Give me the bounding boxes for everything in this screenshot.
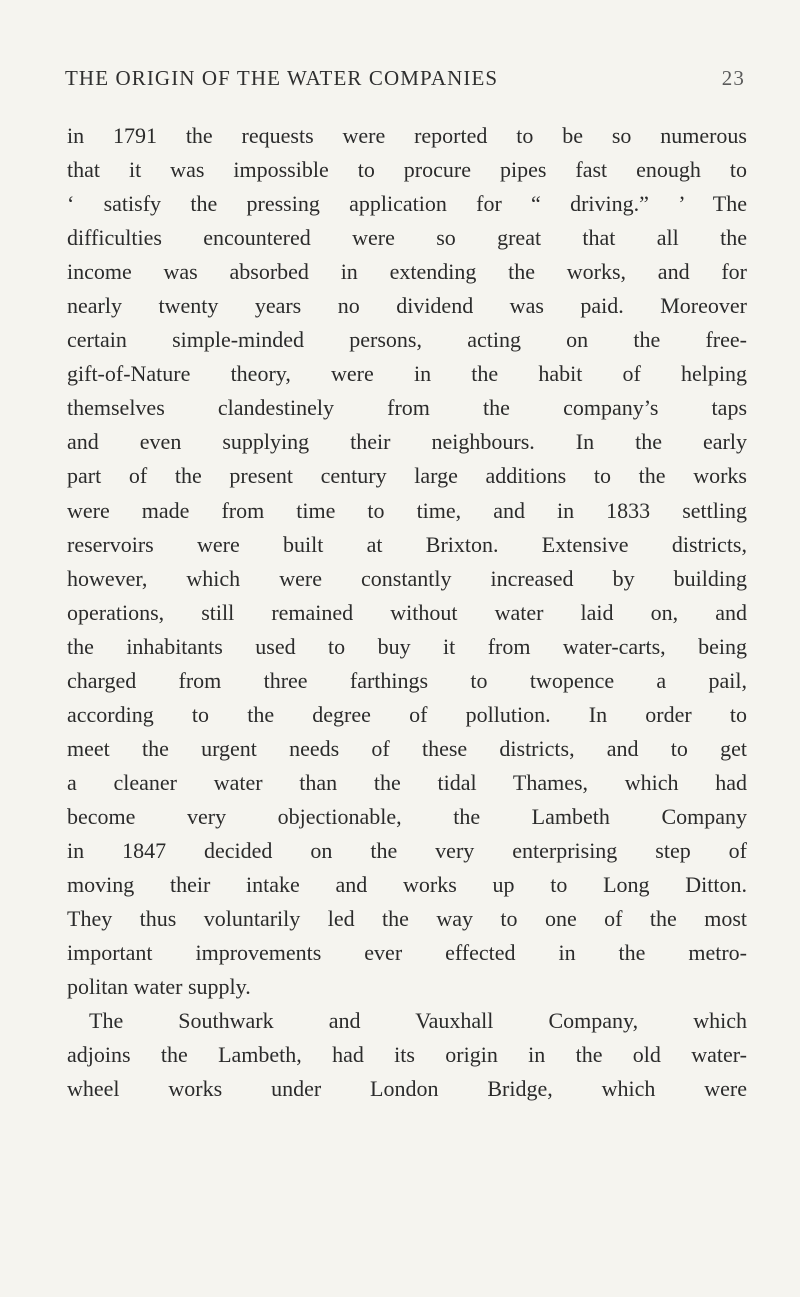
body-text	[67, 119, 747, 1106]
text-line: and even supplying their neighbours. In the early	[67, 429, 747, 455]
page-number: 23	[721, 66, 745, 90]
text-line: income was absorbed in extending the works, and for	[67, 259, 747, 285]
text-line: certain simple-minded persons, acting on the free-	[67, 327, 747, 353]
text-line: wheel works under London Bridge, which were	[67, 1076, 747, 1102]
text-line: the inhabitants used to buy it from water-carts, being	[67, 633, 747, 659]
paragraph-end-line: politan water supply.	[67, 974, 251, 1000]
text-line: adjoins the Lambeth, had its origin in the old water-	[67, 1042, 747, 1068]
running-title: THE ORIGIN OF THE WATER COMPANIES	[65, 66, 499, 90]
text-line: nearly twenty years no dividend was paid. Moreover	[67, 293, 747, 319]
paragraph-start-line: The Southwark and Vauxhall Company, which	[89, 1008, 747, 1034]
text-line: operations, still remained without water laid on, and	[67, 599, 747, 625]
text-line: in 1791 the requests were reported to be so numerous	[67, 123, 747, 148]
text-line: reservoirs were built at Brixton. Extensive districts,	[67, 531, 747, 557]
text-line: a cleaner water than the tidal Thames, which had	[67, 769, 747, 795]
text-line: charged from three farthings to twopence a pail,	[67, 667, 747, 693]
text-line: become very objectionable, the Lambeth Company	[67, 803, 747, 829]
text-line: gift-of-Nature theory, were in the habit of helping	[67, 361, 747, 387]
text-line: part of the present century large additions to the works	[67, 463, 747, 489]
text-line: difficulties encountered were so great that all the	[67, 225, 747, 251]
text-line: meet the urgent needs of these districts, and to get	[67, 735, 747, 761]
running-head	[65, 66, 745, 96]
text-line: that it was impossible to procure pipes fast enough to	[67, 157, 747, 183]
text-line: in 1847 decided on the very enterprising step of	[67, 837, 747, 863]
text-line: themselves clandestinely from the company’s taps	[67, 395, 747, 421]
text-line: however, which were constantly increased by building	[67, 565, 747, 591]
text-line: according to the degree of pollution. In order to	[67, 701, 747, 727]
text-line: moving their intake and works up to Long Ditton.	[67, 872, 747, 898]
text-line: They thus voluntarily led the way to one of the most	[67, 906, 747, 932]
text-line: ‘ satisfy the pressing application for “ driving.” ’ The	[67, 191, 747, 217]
text-line: were made from time to time, and in 1833 settling	[67, 497, 747, 523]
text-line: important improvements ever effected in the metro-	[67, 940, 747, 966]
